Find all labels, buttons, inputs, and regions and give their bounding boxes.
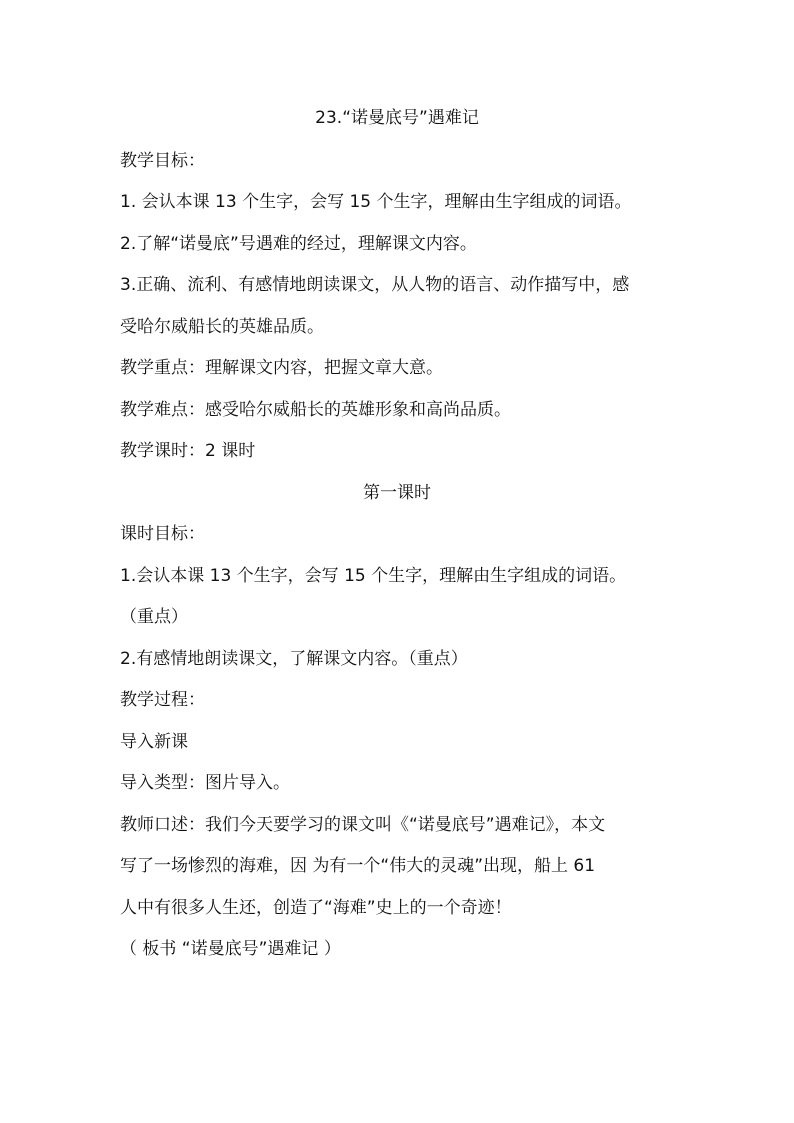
lesson-goal-item-1: 1.会认本课 13 个生字，会写 15 个生字，理解由生字组成的词语。 <box>120 566 627 586</box>
document-title: 23.“诺曼底号”遇难记 <box>315 108 479 128</box>
section-heading-lesson-goals: 课时目标： <box>120 524 205 544</box>
teaching-key-point: 教学重点：理解课文内容，把握文章大意。 <box>120 358 443 378</box>
lesson-heading: 第一课时 <box>363 483 431 503</box>
teacher-narration-line-1: 教师口述：我们今天要学习的课文叫《“诺曼底号”遇难记》，本文 <box>120 815 606 835</box>
subsection-intro: 导入新课 <box>120 732 188 752</box>
goal-item-3-continued: 受哈尔威船长的英雄品质。 <box>120 317 324 337</box>
section-heading-teaching-goals: 教学目标： <box>120 151 205 171</box>
lesson-goal-item-1-note: （重点） <box>120 607 188 627</box>
teaching-hours: 教学课时：2 课时 <box>120 441 256 461</box>
teaching-difficulty: 教学难点：感受哈尔威船长的英雄形象和高尚品质。 <box>120 400 511 420</box>
intro-type: 导入类型：图片导入。 <box>120 773 290 793</box>
teacher-narration-line-2: 写了一场惨烈的海难，因 为有一个“伟大的灵魂”出现，船上 61 <box>120 856 596 876</box>
lesson-goal-item-2: 2.有感情地朗读课文，了解课文内容。（重点） <box>120 649 468 669</box>
goal-item-3: 3.正确、流利、有感情地朗读课文，从人物的语言、动作描写中，感 <box>120 275 630 295</box>
goal-item-2: 2.了解“诺曼底”号遇难的经过，理解课文内容。 <box>120 234 477 254</box>
blackboard-note: （ 板书 “诺曼底号”遇难记 ） <box>120 939 341 959</box>
teacher-narration-line-3: 人中有很多人生还，创造了“海难”史上的一个奇迹！ <box>120 898 512 918</box>
goal-item-1: 1. 会认本课 13 个生字，会写 15 个生字，理解由生字组成的词语。 <box>120 192 632 212</box>
section-heading-teaching-process: 教学过程： <box>120 690 205 710</box>
